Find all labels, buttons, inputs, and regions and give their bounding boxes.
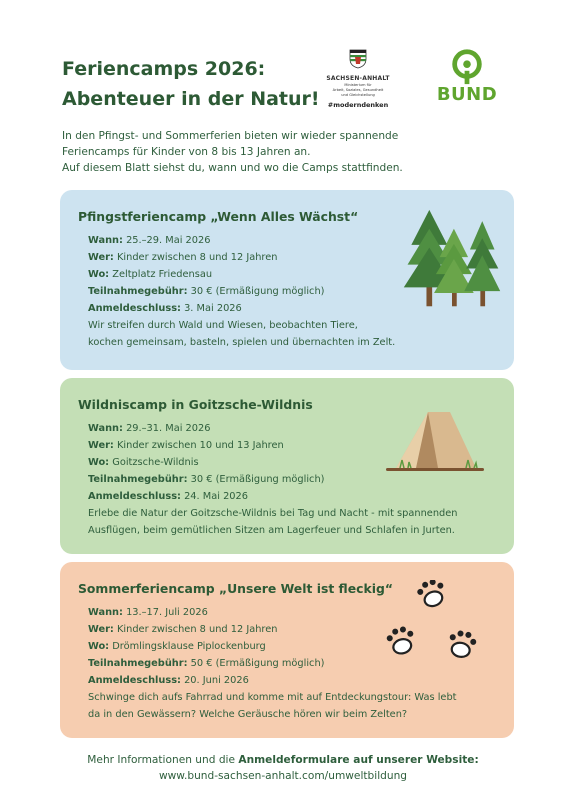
title-line-1: Feriencamps 2026: <box>62 58 266 80</box>
label-gebuehr: Teilnahmegebühr: <box>88 658 188 669</box>
value-wann: 13.–17. Juli 2026 <box>126 607 208 618</box>
title-line-2: Abenteuer in der Natur! <box>62 88 320 110</box>
camp-title: Sommerferiencamp „Unsere Welt ist fleckig“ <box>78 581 393 596</box>
paw-print-icon <box>385 624 418 656</box>
sa-name: SACHSEN-ANHALT <box>326 75 390 82</box>
camp-title: Pfingstferiencamp „Wenn Alles Wächst“ <box>78 209 359 224</box>
label-gebuehr: Teilnahmegebühr: <box>88 474 188 485</box>
value-wo: Goitzsche-Wildnis <box>112 457 199 468</box>
paw-print-icon <box>415 580 449 610</box>
tree-right <box>464 221 500 306</box>
label-wer: Wer: <box>88 440 114 451</box>
value-gebuehr: 50 € (Ermäßigung möglich) <box>190 658 325 669</box>
page-title <box>62 54 320 114</box>
sa-ministry-line-1: Ministerium für <box>344 83 372 87</box>
label-wo: Wo: <box>88 641 110 652</box>
footer-bold-text: Anmeldeformulare auf unserer Website: <box>238 754 479 766</box>
paw-prints-illustration <box>380 580 500 680</box>
sa-tagline: #moderndenken <box>327 101 389 109</box>
value-wann: 29.–31. Mai 2026 <box>126 423 211 434</box>
intro-text <box>62 128 522 176</box>
label-schluss: Anmeldeschluss: <box>88 491 181 502</box>
label-wer: Wer: <box>88 252 114 263</box>
camp-description <box>74 505 500 539</box>
camp-card-sommer <box>60 562 514 738</box>
value-wo: Zeltplatz Friedensau <box>112 269 213 280</box>
value-wer: Kinder zwischen 8 und 12 Jahren <box>116 252 278 263</box>
value-schluss: 3. Mai 2026 <box>184 303 242 314</box>
sa-ministry <box>323 83 393 98</box>
value-wer: Kinder zwischen 10 und 13 Jahren <box>116 440 284 451</box>
label-wann: Wann: <box>88 235 123 246</box>
label-schluss: Anmeldeschluss: <box>88 303 181 314</box>
bund-logo <box>432 48 502 105</box>
value-schluss: 20. Juni 2026 <box>184 675 249 686</box>
intro-line-1: In den Pfingst- und Sommerferien bieten wir wieder spannende <box>62 130 399 142</box>
label-wann: Wann: <box>88 607 123 618</box>
camp-card-wildnis <box>60 378 514 554</box>
camp-card-pfingsten <box>60 190 514 370</box>
website-link[interactable]: www.bund-sachsen-anhalt.com/umweltbildung <box>158 770 408 782</box>
label-gebuehr: Teilnahmegebühr: <box>88 286 188 297</box>
desc-line-1: Wir streifen durch Wald und Wiesen, beobachten Tiere, <box>88 320 358 331</box>
trees-illustration <box>400 202 504 316</box>
sa-ministry-line-2: Arbeit, Soziales, Gesundheit <box>332 88 384 92</box>
paw-print-icon <box>447 629 478 659</box>
crest-icon <box>349 49 367 69</box>
sa-ministry-line-3: und Gleichstellung <box>341 93 375 97</box>
sachsen-anhalt-logo <box>323 49 393 109</box>
label-wo: Wo: <box>88 457 110 468</box>
footer-line-1 <box>0 752 566 768</box>
label-wer: Wer: <box>88 624 114 635</box>
label-wann: Wann: <box>88 423 123 434</box>
tent-illustration <box>380 408 490 478</box>
label-wo: Wo: <box>88 269 110 280</box>
intro-line-2: Feriencamps für Kinder von 8 bis 13 Jahren an. <box>62 146 311 158</box>
bund-leaf-icon <box>448 48 486 86</box>
value-wer: Kinder zwischen 8 und 12 Jahren <box>116 624 278 635</box>
label-schluss: Anmeldeschluss: <box>88 675 181 686</box>
bund-name: BUND <box>436 84 498 105</box>
desc-line-2: kochen gemeinsam, basteln, spielen und übernachten im Zelt. <box>88 337 396 348</box>
value-schluss: 24. Mai 2026 <box>184 491 248 502</box>
camp-title: Wildniscamp in Goitzsche-Wildnis <box>78 397 313 412</box>
camp-description <box>74 689 500 723</box>
desc-line-1: Schwinge dich aufs Fahrrad und komme mit auf Entdeckungstour: Was lebt <box>88 692 457 703</box>
footer-text: Mehr Informationen und die <box>87 754 239 766</box>
value-gebuehr: 30 € (Ermäßigung möglich) <box>190 474 325 485</box>
intro-line-3: Auf diesem Blatt siehst du, wann und wo die Camps stattfinden. <box>62 162 403 174</box>
footer <box>0 752 566 784</box>
camp-description <box>74 317 500 351</box>
value-gebuehr: 30 € (Ermäßigung möglich) <box>190 286 325 297</box>
desc-line-2: da in den Gewässern? Welche Geräusche hören wir beim Zelten? <box>88 709 408 720</box>
value-wann: 25.–29. Mai 2026 <box>126 235 211 246</box>
desc-line-2: Ausflügen, beim gemütlichen Sitzen am Lagerfeuer und Schlafen in Jurten. <box>88 525 455 536</box>
camp-schluss <box>74 488 500 505</box>
value-wo: Drömlingsklause Piplockenburg <box>112 641 266 652</box>
desc-line-1: Erlebe die Natur der Goitzsche-Wildnis bei Tag und Nacht - mit spannenden <box>88 508 458 519</box>
